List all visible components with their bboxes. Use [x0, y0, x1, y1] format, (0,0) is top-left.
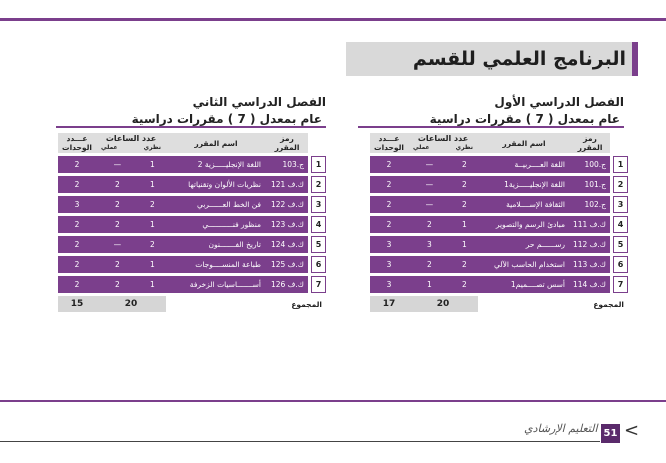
course-code-cell: ج.103 [266, 156, 308, 173]
total-row [58, 296, 326, 312]
theory-cell: 1 [451, 216, 478, 233]
course-code-cell: ك.ف 124 [266, 236, 308, 253]
code-header: رمز المقرر [570, 133, 610, 153]
units-cell: 2 [58, 156, 96, 173]
table-row [370, 176, 628, 193]
practical-cell: 2 [96, 196, 139, 213]
course-name-cell: أســـــــاسيات الزخرفة [166, 276, 266, 293]
units-cell: 3 [58, 196, 96, 213]
footer-signature: التعليم الإرشادي [524, 422, 598, 435]
name-header: اسم المقرر [478, 133, 570, 153]
table-row [370, 156, 628, 173]
course-name-cell: فن الخط العــــــربي [166, 196, 266, 213]
table-row [370, 236, 628, 253]
table-row [58, 196, 326, 213]
num-header [613, 133, 628, 153]
code-header: رمز المقرر [266, 133, 308, 153]
course-name-cell: نظريات الألوان وتقنياتها [166, 176, 266, 193]
title-accent [632, 42, 638, 76]
row-number: 7 [613, 276, 628, 293]
practical-cell: — [408, 196, 451, 213]
units-header: عـــدد الوحدات [370, 133, 408, 153]
course-code-cell: ك.ف 126 [266, 276, 308, 293]
units-cell: 3 [370, 236, 408, 253]
theory-header: نظري [143, 144, 161, 151]
theory-cell: 2 [139, 196, 166, 213]
table-row [370, 196, 628, 213]
course-name-cell: اللغة الإنجليـــــزية1 [478, 176, 570, 193]
table-row [58, 216, 326, 233]
row-number: 3 [613, 196, 628, 213]
theory-cell: 2 [451, 156, 478, 173]
practical-header: عملي [101, 144, 118, 151]
row-number: 4 [613, 216, 628, 233]
units-cell: 3 [370, 276, 408, 293]
course-name-cell: رســــــم حر [478, 236, 570, 253]
page-title: البرنامج العلمي للقسم [412, 48, 626, 70]
row-number: 5 [613, 236, 628, 253]
units-cell: 2 [370, 156, 408, 173]
units-cell: 2 [370, 196, 408, 213]
row-number: 2 [613, 176, 628, 193]
course-code-cell: ج.102 [570, 196, 610, 213]
row-number: 2 [311, 176, 326, 193]
table-row [58, 176, 326, 193]
course-name-cell: منظور فنـــــــــــي [166, 216, 266, 233]
units-cell: 2 [58, 256, 96, 273]
table-row [370, 256, 628, 273]
semester2-table [58, 130, 326, 315]
top-rule [0, 18, 666, 21]
theory-cell: 2 [451, 276, 478, 293]
practical-header: عملي [413, 144, 430, 151]
course-code-cell: ك.ف 121 [266, 176, 308, 193]
hours-header-label: عدد الساعات [417, 134, 469, 143]
row-number: 1 [311, 156, 326, 173]
total-hours: 20 [408, 296, 478, 312]
course-name-cell: تاريخ الفـــــــنون [166, 236, 266, 253]
total-label: المجموع [291, 299, 322, 309]
course-code-cell: ك.ف 122 [266, 196, 308, 213]
table-row [58, 256, 326, 273]
row-number: 1 [613, 156, 628, 173]
units-cell: 2 [58, 216, 96, 233]
practical-cell: 3 [408, 236, 451, 253]
practical-cell: 2 [408, 256, 451, 273]
practical-cell: 2 [96, 276, 139, 293]
row-number: 7 [311, 276, 326, 293]
theory-cell: 1 [139, 156, 166, 173]
theory-cell: 2 [139, 236, 166, 253]
course-code-cell: ك.ف 113 [570, 256, 610, 273]
total-units: 17 [370, 296, 408, 312]
practical-cell: — [96, 236, 139, 253]
units-cell: 2 [370, 216, 408, 233]
practical-cell: 1 [408, 276, 451, 293]
theory-cell: 2 [451, 256, 478, 273]
hours-header [408, 133, 478, 153]
total-blank [166, 296, 266, 312]
practical-cell: 2 [408, 216, 451, 233]
course-name-cell: الثقافة الإســــلامية [478, 196, 570, 213]
practical-cell: 2 [96, 256, 139, 273]
units-cell: 2 [58, 236, 96, 253]
practical-cell: 2 [96, 176, 139, 193]
total-blank [478, 296, 570, 312]
table-row [58, 276, 326, 293]
theory-cell: 1 [451, 236, 478, 253]
course-code-cell: ك.ف 123 [266, 216, 308, 233]
units-cell: 2 [58, 276, 96, 293]
chevron-left-icon[interactable]: < [624, 420, 640, 441]
row-number: 6 [613, 256, 628, 273]
semester2-rows [58, 156, 326, 312]
course-name-cell: طباعة المنســــوجات [166, 256, 266, 273]
course-code-cell: ك.ف 112 [570, 236, 610, 253]
theory-cell: 1 [139, 176, 166, 193]
units-cell: 3 [370, 256, 408, 273]
practical-cell: — [408, 156, 451, 173]
course-name-cell: اللغة الإنجليـــــزية 2 [166, 156, 266, 173]
row-number: 4 [311, 216, 326, 233]
course-code-cell: ك.ف 125 [266, 256, 308, 273]
row-number: 6 [311, 256, 326, 273]
semester1-subtitle: عام بمعدل ( 7 ) مقررات دراسية [358, 110, 624, 128]
semester2-block [56, 94, 326, 315]
table-row [370, 216, 628, 233]
row-number: 5 [311, 236, 326, 253]
theory-cell: 2 [451, 176, 478, 193]
practical-cell: 2 [96, 216, 139, 233]
semester1-title: الفصل الدراسي الأول [494, 95, 624, 109]
course-name-cell: أسس تصــــميم1 [478, 276, 570, 293]
semester2-subtitle: عام بمعدل ( 7 ) مقررات دراسية [56, 110, 326, 128]
theory-cell: 1 [139, 216, 166, 233]
course-code-cell: ك.ف 114 [570, 276, 610, 293]
total-units: 15 [58, 296, 96, 312]
theory-header: نظري [455, 144, 473, 151]
row-number: 3 [311, 196, 326, 213]
theory-cell: 1 [139, 276, 166, 293]
theory-cell: 1 [139, 256, 166, 273]
semester2-title: الفصل الدراسي الثاني [192, 95, 326, 109]
hours-header-label: عدد الساعات [105, 134, 157, 143]
practical-cell: — [96, 156, 139, 173]
course-name-cell: استخدام الحاسب الآلي [478, 256, 570, 273]
course-code-cell: ج.101 [570, 176, 610, 193]
units-header: عـــدد الوحدات [58, 133, 96, 153]
total-label: المجموع [593, 299, 624, 309]
hours-header [96, 133, 166, 153]
course-name-cell: اللغة العــــربيــة [478, 156, 570, 173]
table-row [370, 276, 628, 293]
course-code-cell: ك.ف 111 [570, 216, 610, 233]
practical-cell: — [408, 176, 451, 193]
page-number: 51 [601, 424, 620, 443]
theory-cell: 2 [451, 196, 478, 213]
semester1-rows [370, 156, 628, 312]
total-hours: 20 [96, 296, 166, 312]
units-cell: 2 [370, 176, 408, 193]
semester1-table [370, 130, 628, 315]
course-name-cell: مبادئ الرسم والتصوير [478, 216, 570, 233]
num-header [311, 133, 326, 153]
table-row [58, 156, 326, 173]
course-code-cell: ج.100 [570, 156, 610, 173]
footer-line [0, 441, 600, 442]
name-header: اسم المقرر [166, 133, 266, 153]
total-row [370, 296, 628, 312]
semester1-block [358, 94, 628, 315]
units-cell: 2 [58, 176, 96, 193]
bottom-rule [0, 400, 666, 402]
table-row [58, 236, 326, 253]
